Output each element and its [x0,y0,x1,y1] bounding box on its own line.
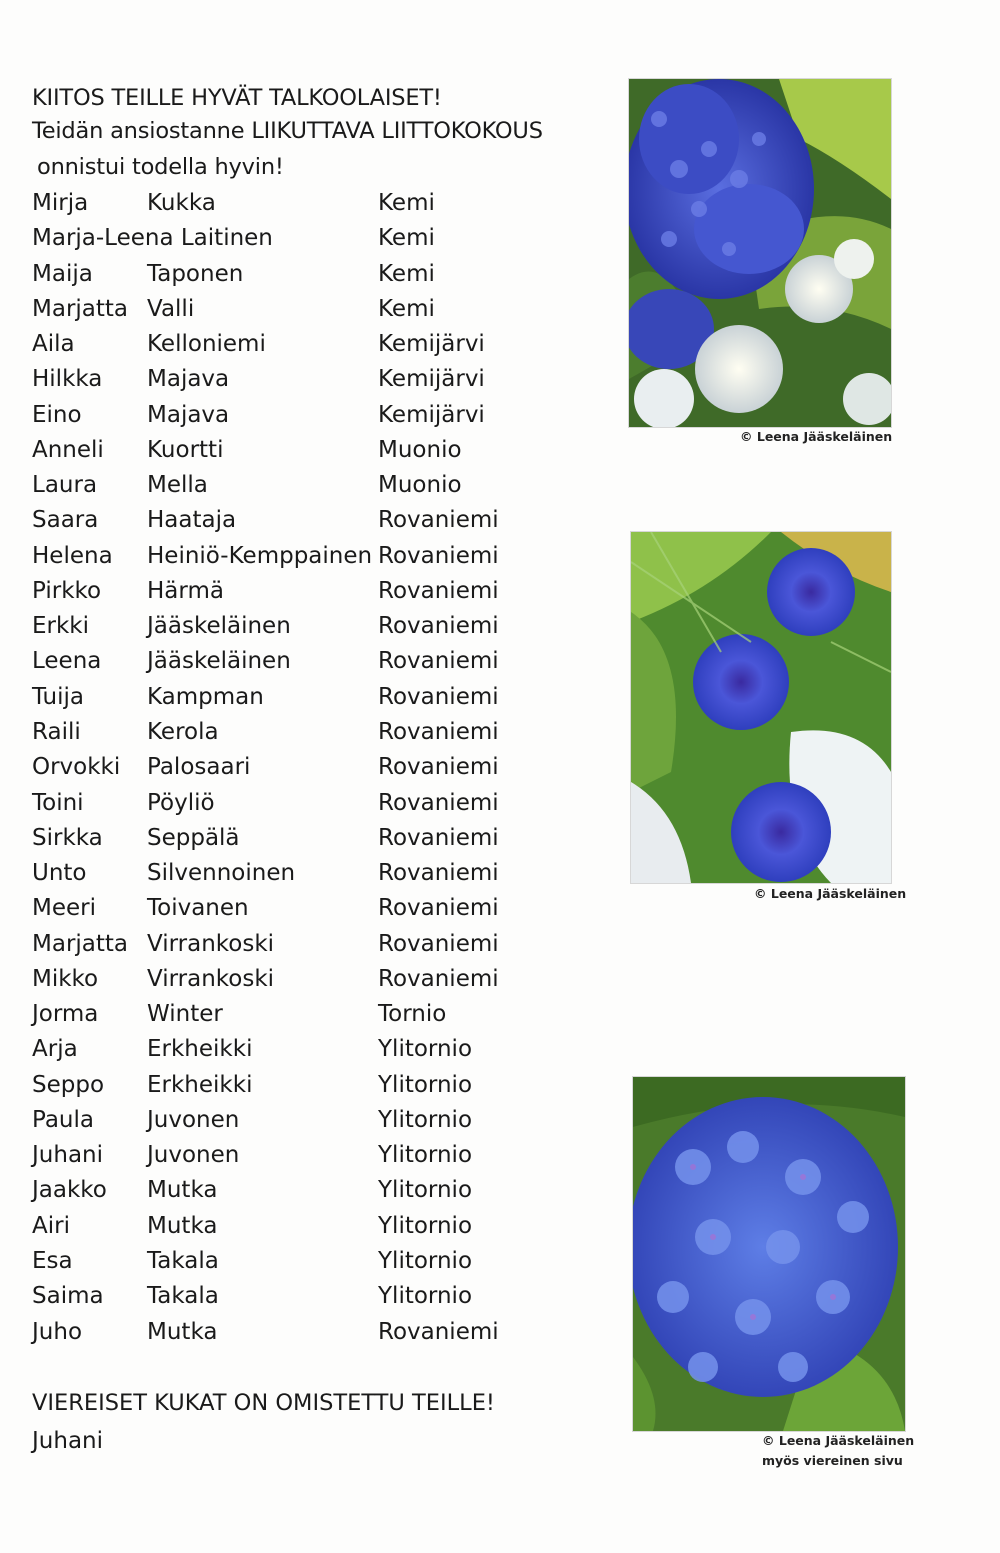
volunteer-first-name: Arja [32,1036,78,1063]
volunteer-first-name: Hilkka [32,366,103,393]
volunteer-row [32,786,592,821]
volunteer-town: Rovaniemi [378,718,499,745]
volunteer-first-name: Laura [32,472,98,499]
flower-photo-1 [628,78,892,428]
volunteer-row [32,574,592,609]
volunteer-town: Kemi [378,225,435,252]
volunteer-last-name: Mutka [147,1318,218,1345]
volunteer-town: Kemi [378,260,435,287]
volunteer-town: Rovaniemi [378,965,499,992]
volunteer-last-name: Härmä [147,577,224,604]
volunteer-last-name: Valli [147,295,195,322]
volunteer-row [32,1315,592,1350]
volunteer-row [32,186,592,221]
photo-2-credit: © Leena Jääskeläinen [754,886,907,901]
volunteer-row [32,1279,592,1314]
volunteer-last-name: Silvennoinen [147,860,296,887]
volunteer-last-name: Majava [147,366,230,393]
dedication-text: VIEREISET KUKAT ON OMISTETTU TEILLE! [32,1390,495,1416]
volunteer-town: Tornio [378,1001,447,1028]
volunteer-first-name: Saima [32,1283,104,1310]
volunteer-first-name: Seppo [32,1071,105,1098]
volunteer-first-name: Anneli [32,436,104,463]
volunteer-last-name: Taponen [147,260,244,287]
volunteer-town: Ylitornio [378,1212,473,1239]
volunteer-row [32,503,592,538]
volunteer-row [32,433,592,468]
volunteer-first-name: Aila [32,331,75,358]
volunteer-first-name: Raili [32,718,81,745]
volunteer-last-name: Takala [147,1247,219,1274]
signature: Juhani [32,1428,103,1454]
volunteer-row [32,680,592,715]
volunteer-row [32,821,592,856]
volunteer-row [32,468,592,503]
volunteer-first-name: Unto [32,860,87,887]
volunteer-last-name: Juvonen [147,1142,240,1169]
volunteer-last-name: Erkheikki [147,1036,253,1063]
volunteer-row [32,1103,592,1138]
volunteer-last-name: Takala [147,1283,219,1310]
volunteer-first-name: Marjatta [32,295,129,322]
volunteer-last-name: Pöyliö [147,789,215,816]
volunteer-town: Rovaniemi [378,648,499,675]
volunteer-town: Ylitornio [378,1071,473,1098]
volunteer-town: Rovaniemi [378,754,499,781]
volunteer-first-name: Erkki [32,613,90,640]
volunteer-first-name: Marjatta [32,930,129,957]
volunteer-row [32,362,592,397]
volunteer-first-name: Leena [32,648,102,675]
volunteer-row [32,962,592,997]
photo-3-credit-note: myös viereinen sivu [762,1453,903,1468]
volunteer-town: Rovaniemi [378,895,499,922]
volunteer-town: Muonio [378,472,462,499]
volunteer-first-name: Toini [32,789,84,816]
volunteer-last-name: Mella [147,472,208,499]
volunteer-row [32,644,592,679]
volunteer-row [32,609,592,644]
volunteer-last-name: Kampman [147,683,264,710]
volunteer-row [32,997,592,1032]
volunteer-first-name: Paula [32,1106,94,1133]
volunteer-town: Rovaniemi [378,1318,499,1345]
volunteer-town: Ylitornio [378,1177,473,1204]
volunteer-last-name: Kerola [147,718,219,745]
volunteer-first-name: Saara [32,507,99,534]
volunteer-town: Rovaniemi [378,789,499,816]
volunteer-first-name: Helena [32,542,113,569]
volunteer-last-name: Juvonen [147,1106,240,1133]
volunteer-first-name: Esa [32,1247,73,1274]
volunteer-last-name: Kukka [147,190,216,216]
volunteer-last-name: Kuortti [147,436,224,463]
volunteer-first-name: Pirkko [32,577,102,604]
volunteer-first-name: Sirkka [32,824,103,851]
volunteer-first-name: Mikko [32,965,99,992]
volunteer-town: Kemi [378,295,435,322]
volunteer-town: Kemijärvi [378,331,485,358]
volunteer-first-name: Juho [32,1318,83,1345]
photo-3-credit: © Leena Jääskeläinen [762,1433,915,1448]
volunteer-town: Muonio [378,436,462,463]
volunteer-row [32,1209,592,1244]
volunteer-row [32,715,592,750]
thanks-subheading-2: onnistui todella hyvin! [37,154,284,180]
volunteer-last-name: Majava [147,401,230,428]
volunteer-row [32,927,592,962]
thanks-subheading: Teidän ansiostanne LIIKUTTAVA LIITTOKOKOUS [32,118,543,144]
volunteer-row [32,1032,592,1067]
volunteer-last-name: Mutka [147,1177,218,1204]
volunteer-row [32,257,592,292]
volunteer-row [32,1068,592,1103]
volunteer-town: Rovaniemi [378,824,499,851]
volunteer-town: Rovaniemi [378,930,499,957]
volunteer-first-name: Maija [32,260,93,287]
volunteer-last-name: Virrankoski [147,965,275,992]
volunteer-first-name: Eino [32,401,82,428]
volunteer-row [32,1173,592,1208]
volunteer-last-name: Jääskeläinen [147,648,291,675]
volunteer-last-name: Virrankoski [147,930,275,957]
volunteer-last-name: Toivanen [147,895,249,922]
volunteer-row [32,891,592,926]
volunteer-last-name: Erkheikki [147,1071,253,1098]
volunteer-town: Ylitornio [378,1036,473,1063]
volunteer-town: Rovaniemi [378,683,499,710]
volunteer-first-name: Tuija [32,683,85,710]
volunteer-town: Kemijärvi [378,366,485,393]
volunteer-first-name: Jaakko [32,1177,107,1204]
volunteer-first-name: Airi [32,1212,70,1239]
volunteer-last-name: Haataja [147,507,237,534]
volunteer-first-name: Marja-Leena Laitinen [32,225,273,252]
volunteer-first-name: Meeri [32,895,96,922]
volunteer-row [32,750,592,785]
volunteer-last-name: Palosaari [147,754,251,781]
volunteer-last-name: Heiniö-Kemppainen [147,542,373,569]
volunteer-row [32,1244,592,1279]
volunteer-town: Rovaniemi [378,860,499,887]
volunteer-first-name: Mirja [32,190,89,216]
volunteer-town: Rovaniemi [378,613,499,640]
volunteer-town: Ylitornio [378,1106,473,1133]
volunteer-first-name: Juhani [32,1142,103,1169]
volunteer-last-name: Mutka [147,1212,218,1239]
volunteer-list [32,186,592,1350]
volunteer-town: Rovaniemi [378,542,499,569]
volunteer-first-name: Orvokki [32,754,121,781]
volunteer-town: Ylitornio [378,1283,473,1310]
flower-photo-3 [632,1076,906,1432]
volunteer-town: Rovaniemi [378,507,499,534]
volunteer-last-name: Kelloniemi [147,331,266,358]
flower-photo-2 [630,531,892,884]
volunteer-town: Rovaniemi [378,577,499,604]
volunteer-town: Ylitornio [378,1142,473,1169]
volunteer-row [32,856,592,891]
volunteer-row [32,398,592,433]
volunteer-town: Kemijärvi [378,401,485,428]
volunteer-last-name: Jääskeläinen [147,613,291,640]
thanks-heading: KIITOS TEILLE HYVÄT TALKOOLAISET! [32,85,442,111]
volunteer-first-name: Jorma [32,1001,99,1028]
volunteer-town: Ylitornio [378,1247,473,1274]
volunteer-row [32,539,592,574]
volunteer-row [32,221,592,256]
volunteer-row [32,292,592,327]
volunteer-row [32,1138,592,1173]
volunteer-last-name: Winter [147,1001,223,1028]
volunteer-town: Kemi [378,190,435,216]
photo-1-credit: © Leena Jääskeläinen [740,429,893,444]
volunteer-last-name: Seppälä [147,824,240,851]
volunteer-row [32,327,592,362]
